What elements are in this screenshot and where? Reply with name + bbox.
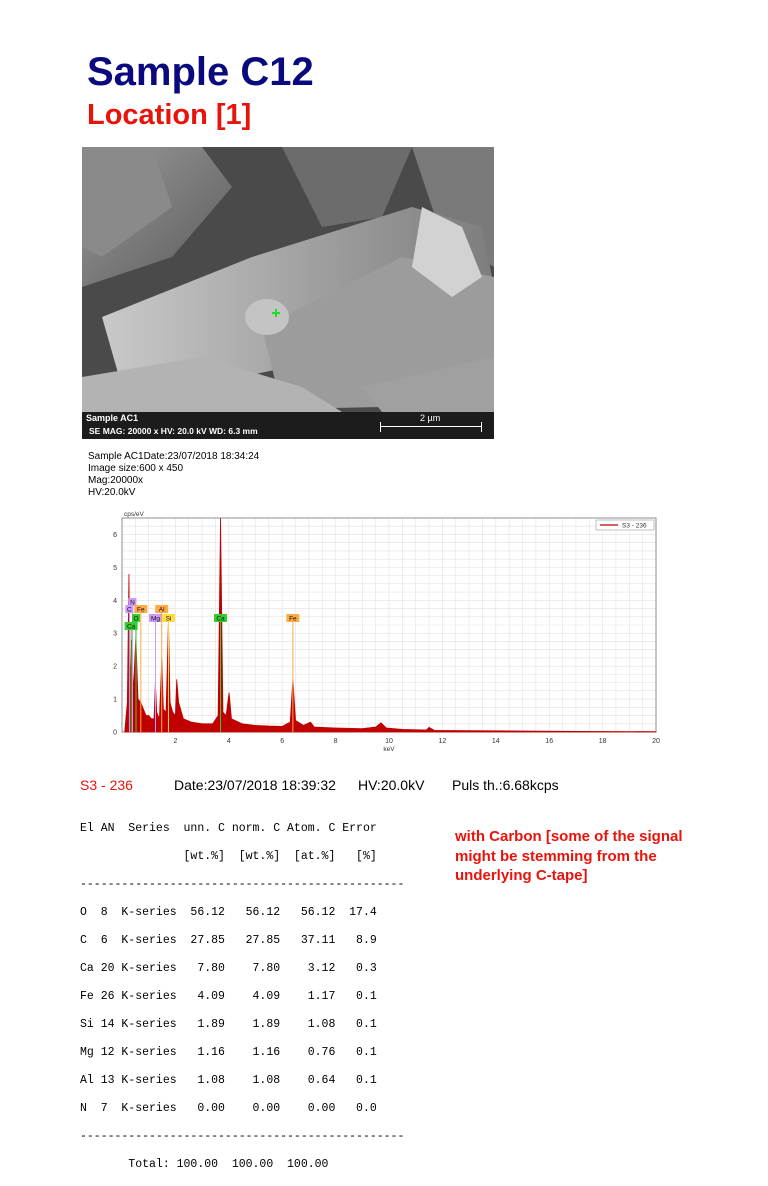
table-row: Si 14 K-series 1.89 1.89 1.08 0.1 [80, 1018, 377, 1031]
element-marker-label: Si [165, 615, 172, 623]
carbon-note: with Carbon [some of the signal might be stemming from the underlying C-tape] [455, 828, 683, 884]
quantification-table [80, 808, 404, 1186]
element-marker-label: O [133, 615, 139, 623]
y-tick-label: 0 [113, 729, 117, 737]
table-header: [wt.%] [wt.%] [at.%] [%] [80, 850, 377, 863]
table-separator: ----------------------------------------------- [80, 878, 405, 891]
image-meta-line: Sample AC1Date:23/07/2018 18:34:24 [88, 451, 260, 462]
chart-grid [122, 518, 656, 732]
table-row: Mg 12 K-series 1.16 1.16 0.76 0.1 [80, 1046, 377, 1059]
page-title: Sample C12 [87, 50, 314, 94]
table-separator: ----------------------------------------------- [80, 1130, 405, 1143]
y-tick-label: 6 [113, 531, 117, 539]
element-marker-label: Al [158, 606, 165, 614]
table-row: N 7 K-series 0.00 0.00 0.00 0.0 [80, 1102, 377, 1115]
table-total: Total: 100.00 100.00 100.00 [80, 1158, 329, 1171]
table-row: C 6 K-series 27.85 27.85 37.11 8.9 [80, 934, 377, 947]
table-row: Ca 20 K-series 7.80 7.80 3.12 0.3 [80, 962, 377, 975]
spectrum-hv: HV:20.0kV [358, 777, 425, 793]
y-tick-label: 2 [113, 663, 117, 671]
table-row: Al 13 K-series 1.08 1.08 0.64 0.1 [80, 1074, 377, 1087]
table-row: O 8 K-series 56.12 56.12 56.12 17.4 [80, 906, 377, 919]
y-tick-label: 1 [113, 696, 117, 704]
y-tick-label: 5 [113, 564, 117, 572]
table-header: El AN Series unn. C norm. C Atom. C Error [80, 822, 377, 835]
chart-axes [113, 511, 660, 753]
image-meta-line: Image size:600 x 450 [88, 463, 184, 474]
spectrum-puls: Puls th.:6.68kcps [452, 777, 559, 793]
sem-image-texture [82, 147, 494, 439]
x-tick-label: 12 [438, 738, 447, 745]
x-tick-label: 10 [385, 738, 393, 745]
legend-label: S3 - 236 [622, 522, 647, 530]
y-tick-label: 3 [113, 630, 117, 638]
element-marker-label: Ca [126, 623, 136, 631]
element-marker-label: Fe [289, 615, 297, 623]
x-tick-label: 6 [280, 738, 285, 745]
sem-micrograph [82, 147, 494, 439]
x-tick-label: 4 [226, 738, 231, 745]
y-axis-label: cps/eV [124, 511, 144, 518]
sem-sample-label: Sample AC1 [86, 413, 139, 423]
spectrum-date: Date:23/07/2018 18:39:32 [174, 777, 336, 793]
image-meta-line: Mag:20000x [88, 475, 144, 486]
element-marker-label: N [130, 599, 135, 607]
image-meta-line: HV:20.0kV [88, 487, 136, 498]
element-marker-label: Fe [137, 606, 145, 614]
spectrum-name: S3 - 236 [80, 777, 133, 793]
sem-info-line: SE MAG: 20000 x HV: 20.0 kV WD: 6.3 mm [89, 426, 258, 436]
x-tick-label: 8 [333, 738, 338, 745]
x-axis-label: keV [383, 746, 395, 753]
scale-bar-label: 2 µm [420, 413, 441, 423]
x-tick-label: 2 [173, 738, 178, 745]
element-markers [125, 598, 300, 732]
x-tick-label: 16 [545, 738, 554, 745]
table-row: Fe 26 K-series 4.09 4.09 1.17 0.1 [80, 990, 377, 1003]
element-marker-label: Mg [150, 615, 160, 623]
y-tick-label: 4 [113, 597, 117, 605]
x-tick-label: 18 [598, 738, 607, 745]
scale-bar [380, 426, 482, 430]
x-tick-label: 20 [652, 738, 660, 745]
element-marker-label: C [127, 606, 132, 614]
x-tick-label: 14 [491, 738, 500, 745]
location-subtitle: Location [1] [87, 99, 252, 131]
element-marker-label: Ca [216, 615, 225, 623]
eds-spectrum-chart [100, 508, 668, 758]
sem-info-bar [82, 412, 494, 439]
chart-legend [596, 520, 654, 530]
